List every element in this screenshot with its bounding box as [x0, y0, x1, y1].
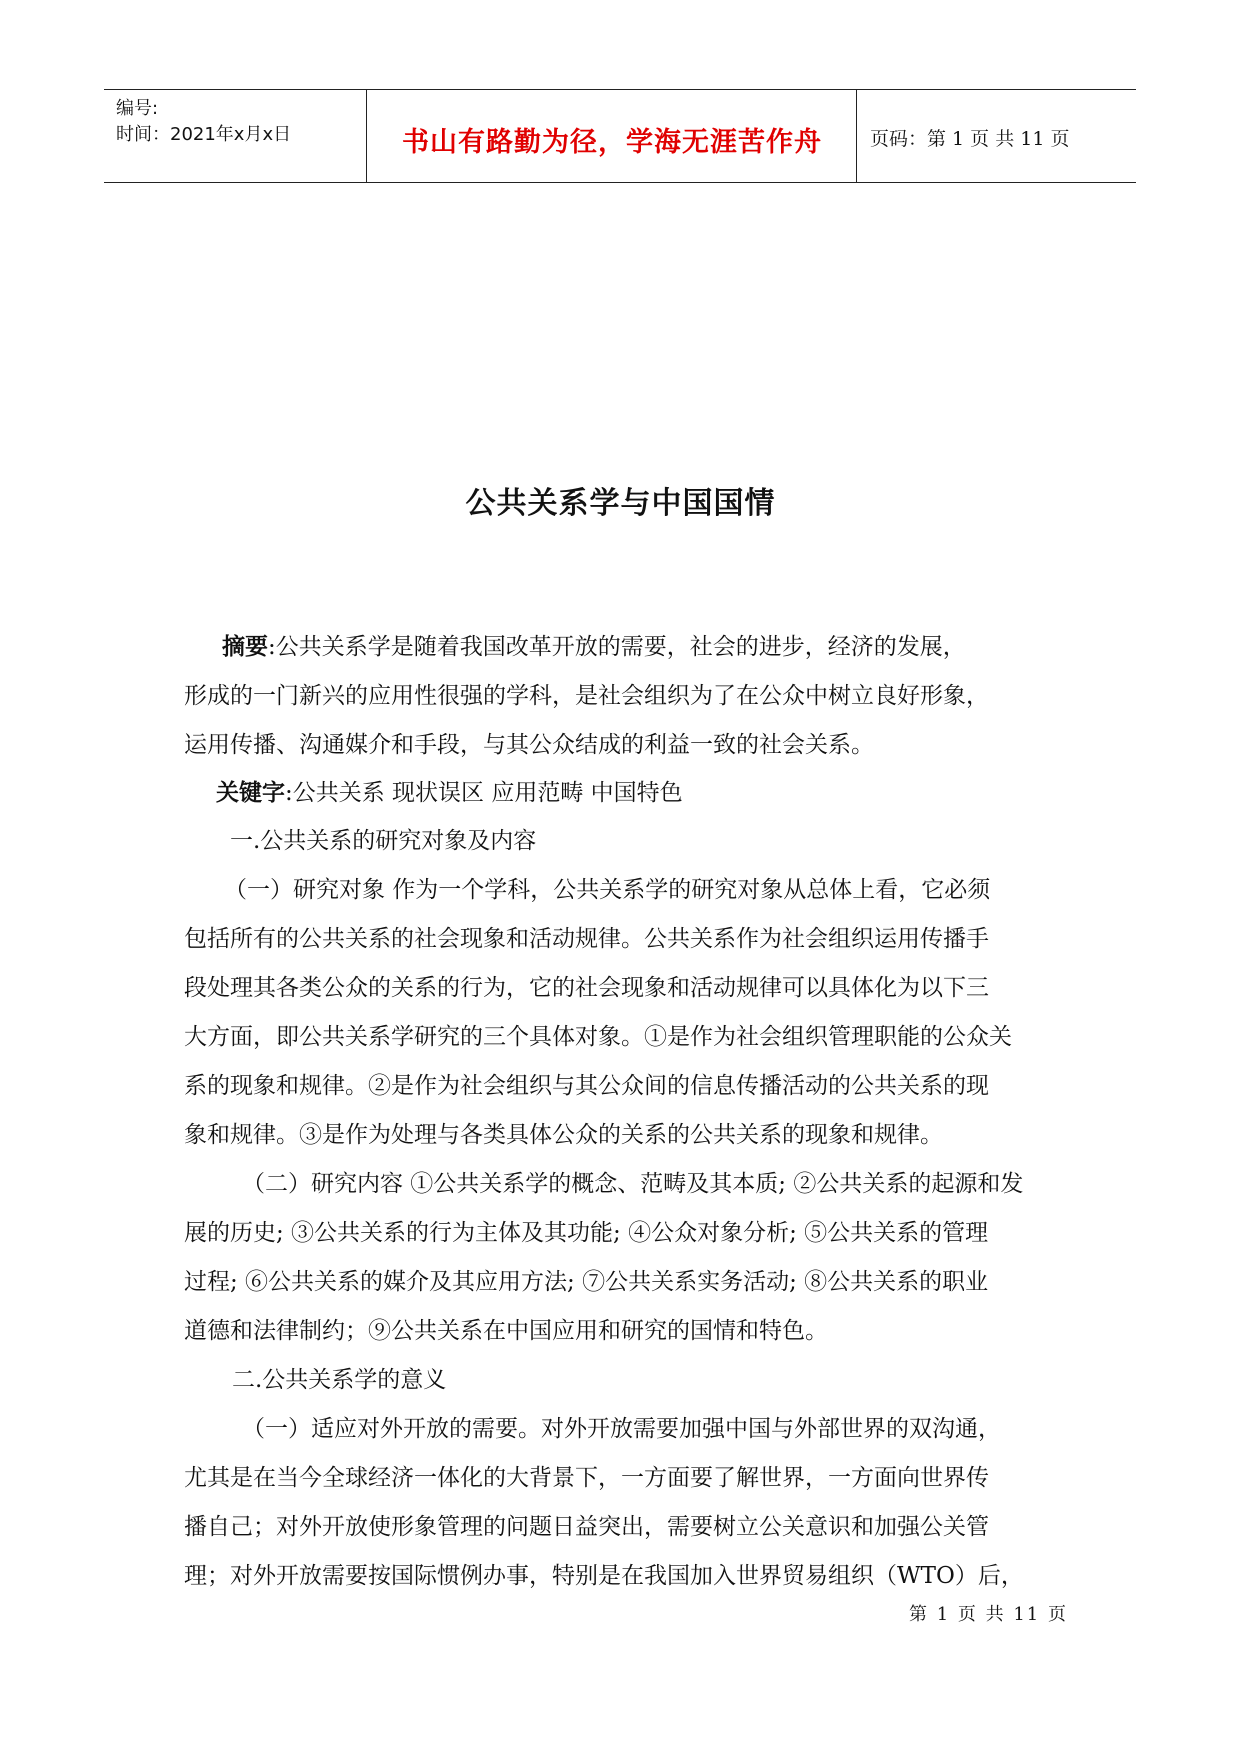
section1-paragraph1: [184, 866, 1064, 1160]
paragraph-line: （二）研究内容 ①公共关系学的概念、范畴及其本质; ②公共关系的起源和发: [242, 1171, 1024, 1197]
section2-paragraph1: [184, 1405, 1064, 1601]
section2-heading-block: [184, 1356, 1064, 1405]
section2-heading: 二.公共关系学的意义: [232, 1367, 447, 1393]
paragraph-line: （一）研究对象 作为一个学科，公共关系学的研究对象从总体上看，它必须: [224, 877, 991, 903]
paragraph-line: （一）适应对外开放的需要。对外开放需要加强中国与外部世界的双沟通，: [242, 1416, 1001, 1442]
section1-heading: 一.公共关系的研究对象及内容: [230, 828, 537, 854]
abstract-colon: :: [268, 634, 276, 660]
paragraph-line: 象和规律。③是作为处理与各类具体公众的关系的公共关系的现象和规律。: [184, 1122, 943, 1148]
abstract-paragraph: [184, 622, 1064, 770]
paragraph-line: 展的历史; ③公共关系的行为主体及其功能; ④公众对象分析; ⑤公共关系的管理: [184, 1220, 989, 1246]
time-label: 时间：2021年x月x日: [116, 124, 292, 145]
keywords-line: [184, 768, 1064, 818]
paragraph-line: 播自己；对外开放使形象管理的问题日益突出，需要树立公关意识和加强公关管: [184, 1514, 989, 1540]
section1-heading-block: [184, 817, 1064, 866]
abstract-line: [184, 622, 1064, 672]
motto: 书山有路勤为径，学海无涯苦作舟: [402, 127, 822, 158]
keywords-label: 关键字: [216, 779, 285, 806]
header-table: [104, 89, 1136, 183]
keywords-colon: :: [285, 780, 293, 806]
paragraph-line: 理；对外开放需要按国际惯例办事，特别是在我国加入世界贸易组织（WTO）后，: [184, 1563, 1024, 1589]
abstract-line: 形成的一门新兴的应用性很强的学科，是社会组织为了在公众中树立良好形象，: [184, 683, 989, 709]
paragraph-line: 道德和法律制约；⑨公共关系在中国应用和研究的国情和特色。: [184, 1318, 828, 1344]
abstract-text: 公共关系学是随着我国改革开放的需要，社会的进步，经济的发展，: [275, 634, 966, 660]
header-page-number: 页码：第 1 页 共 11 页: [870, 128, 1070, 150]
header-left-cell: [104, 90, 367, 182]
number-label: 编号:: [116, 98, 159, 119]
paragraph-line: 段处理其各类公众的关系的行为，它的社会现象和活动规律可以具体化为以下三: [184, 975, 989, 1001]
paragraph-line: 系的现象和规律。②是作为社会组织与其公众间的信息传播活动的公共关系的现: [184, 1073, 989, 1099]
paragraph-line: 包括所有的公共关系的社会现象和活动规律。公共关系作为社会组织运用传播手: [184, 926, 989, 952]
paragraph-line: 大方面，即公共关系学研究的三个具体对象。①是作为社会组织管理职能的公众关: [184, 1024, 1012, 1050]
header-middle-cell: [368, 90, 857, 182]
footer-page-number: 第 1 页 共 11 页: [909, 1604, 1068, 1625]
paragraph-line: 过程; ⑥公共关系的媒介及其应用方法; ⑦公共关系实务活动; ⑧公共关系的职业: [184, 1269, 989, 1295]
section1-paragraph2: [184, 1160, 1064, 1356]
keywords-paragraph: [184, 768, 1064, 818]
document-title: 公共关系学与中国国情: [465, 486, 776, 521]
abstract-line: 运用传播、沟通媒介和手段，与其公众结成的利益一致的社会关系。: [184, 732, 874, 758]
keywords-text: 公共关系 现状误区 应用范畴 中国特色: [292, 780, 683, 806]
header-right-cell: [858, 90, 1136, 182]
abstract-label: 摘要: [222, 633, 268, 660]
paragraph-line: 尤其是在当今全球经济一体化的大背景下，一方面要了解世界，一方面向世界传: [184, 1465, 989, 1491]
